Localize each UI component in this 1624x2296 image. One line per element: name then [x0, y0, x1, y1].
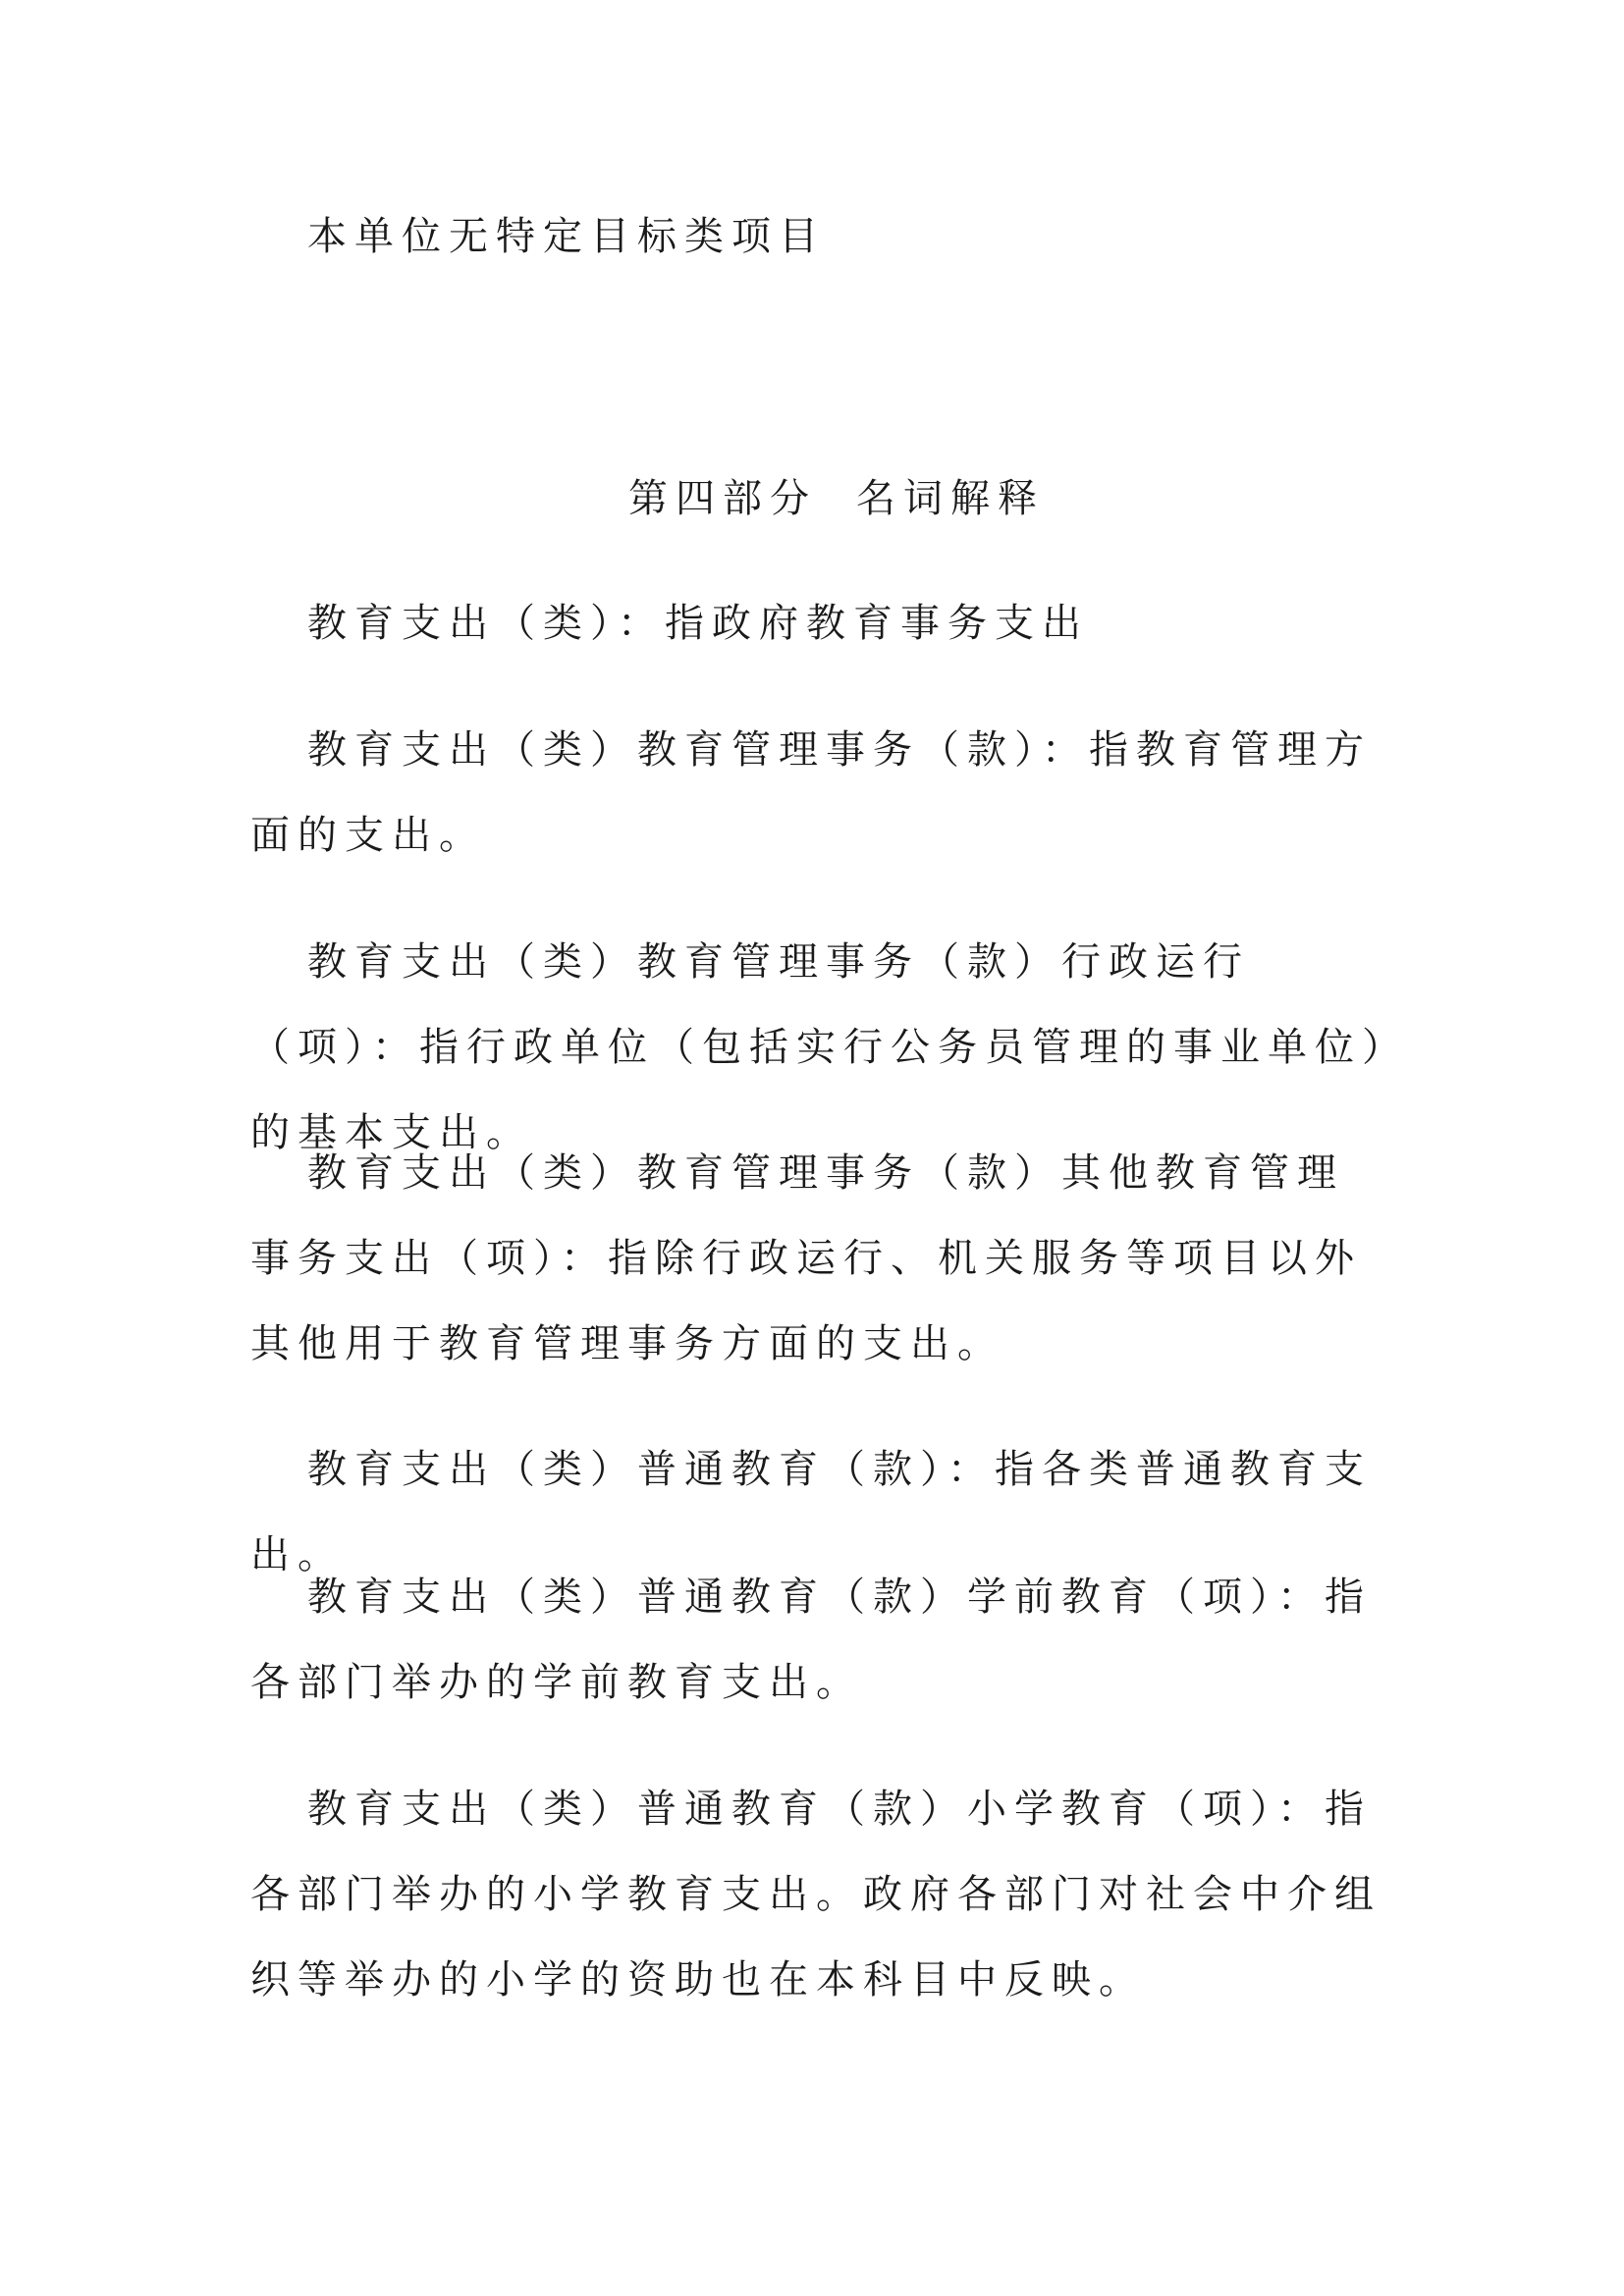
- definition-paragraph: 教育支出（类）普通教育（款）：指各类普通教育支出。: [250, 1447, 1372, 1577]
- section-heading: [0, 456, 1624, 542]
- definition-paragraph: 教育支出（类）普通教育（款）学前教育（项）：指各部门举办的学前教育支出。: [250, 1575, 1372, 1705]
- definition-paragraph: 教育支出（类）普通教育（款）小学教育（项）：指各部门举办的小学教育支出。政府各部门对社会中介组织等举办的小学的资助也在本科目中反映。: [250, 1787, 1381, 2002]
- definition-paragraph: 教育支出（类）：指政府教育事务支出: [307, 601, 1089, 646]
- definition-paragraph: 教育支出（类）教育管理事务（款）行政运行（项）：指行政单位（包括实行公务员管理的事业单位）的基本支出。: [250, 939, 1389, 1155]
- section-heading-title: 名词解释: [856, 476, 1045, 521]
- definition-paragraph: 教育支出（类）教育管理事务（款）：指教育管理方面的支出。: [250, 727, 1372, 858]
- section-heading-part: 第四部分: [628, 476, 817, 521]
- definition-paragraph: 教育支出（类）教育管理事务（款）其他教育管理事务支出（项）：指除行政运行、机关服务等项目以外其他用于教育管理事务方面的支出。: [250, 1150, 1362, 1366]
- intro-paragraph: 本单位无特定目标类项目: [307, 214, 826, 259]
